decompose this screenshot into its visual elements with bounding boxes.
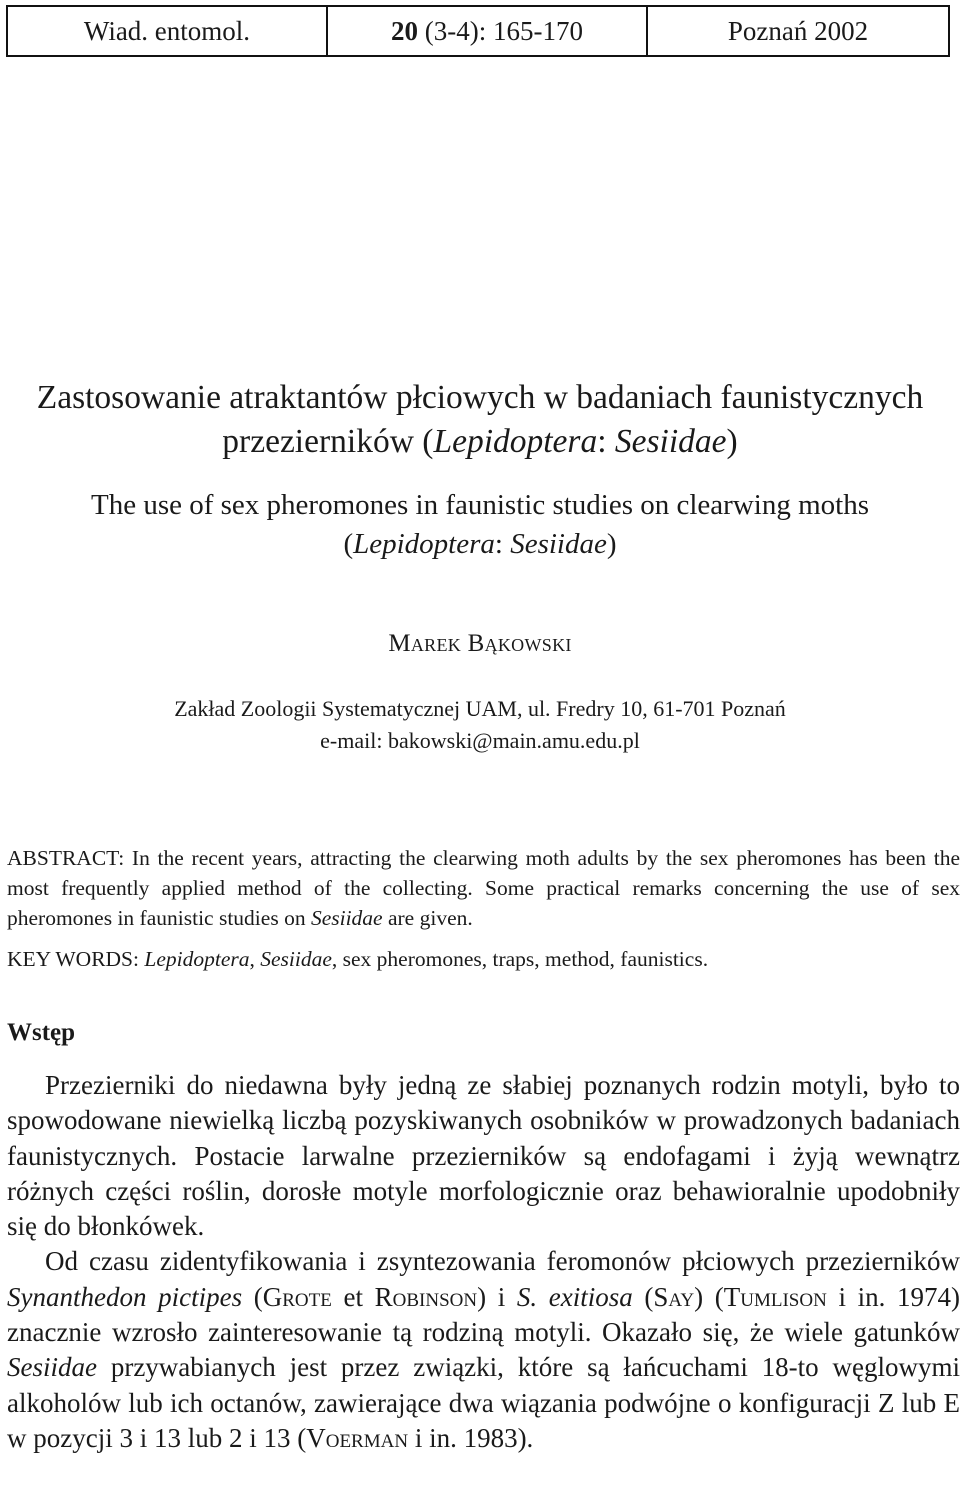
volume-number: 20 xyxy=(391,15,419,46)
title-english-line2: (Lepidoptera: Sesiidae) xyxy=(343,528,617,560)
section-body xyxy=(7,1068,960,1456)
paragraph-2: Od czasu zidentyfikowania i zsyntezowania feromonów płciowych przezierników Synanthedon pictipes (Grote et Robinson) i S. exitiosa (Say) (Tumlison i in. 1974) znacznie wzrosło zainteresowanie tą rodziną motyli. Okazało się, że wiele gatunków Sesiidae przywabianych jest przez związki, które są łańcuchami 18-to węglowymi alkoholów lub ich octanów, zawierające dwa wiązania podwójne o konfiguracji Z lub E w pozycji 3 i 13 lub 2 i 13 (Voerman i in. 1983). xyxy=(7,1246,960,1453)
abstract: ABSTRACT: In the recent years, attracting the clearwing moth adults by the sex pheromones has been the most frequently applied method of the collecting. Some practical remarks concerning the use of sex pheromones in faunistic studies on Sesiidae are given. xyxy=(7,846,960,930)
title-english-line1: The use of sex pheromones in faunistic studies on clearwing moths xyxy=(90,489,869,521)
journal-header xyxy=(6,5,950,57)
author-name: Marek Bąkowski xyxy=(388,630,572,657)
place-year: Poznań 2002 xyxy=(727,15,869,46)
keywords-label: KEY WORDS: xyxy=(7,947,145,971)
title-polish-line1: Zastosowanie atraktantów płciowych w badaniach faunistycznych xyxy=(36,379,924,416)
paragraph-1: Przezierniki do niedawna były jedną ze słabiej poznanych rodzin motyli, było to spowodowane niewielką liczbą pozyskiwanych osobników w prowadzonych badaniach faunistycznych. Postacie larwalne przezierników są endofagami i żyją wewnątrz różnych części roślin, dorosłe motyle morfologicznie oraz behawioralnie upodobniły się do błonkówek. xyxy=(7,1070,960,1242)
volume-issue-pages xyxy=(328,7,648,55)
title-polish-line2: przezierników (Lepidoptera: Sesiidae) xyxy=(222,423,738,460)
issue-pages: (3-4): 165-170 xyxy=(424,15,583,46)
keywords: KEY WORDS: Lepidoptera, Sesiidae, sex pheromones, traps, method, faunistics. xyxy=(7,947,709,971)
section-heading: Wstęp xyxy=(7,1019,76,1046)
title-english xyxy=(0,486,960,564)
journal-name: Wiad. entomol. xyxy=(8,7,328,55)
affiliation-email: e-mail: bakowski@main.amu.edu.pl xyxy=(320,728,640,753)
title-polish xyxy=(0,376,960,464)
affiliation-address: Zakład Zoologii Systematycznej UAM, ul. Fredry 10, 61-701 Poznań xyxy=(174,696,786,721)
affiliation xyxy=(0,693,960,757)
abstract-label: ABSTRACT: xyxy=(7,846,125,870)
